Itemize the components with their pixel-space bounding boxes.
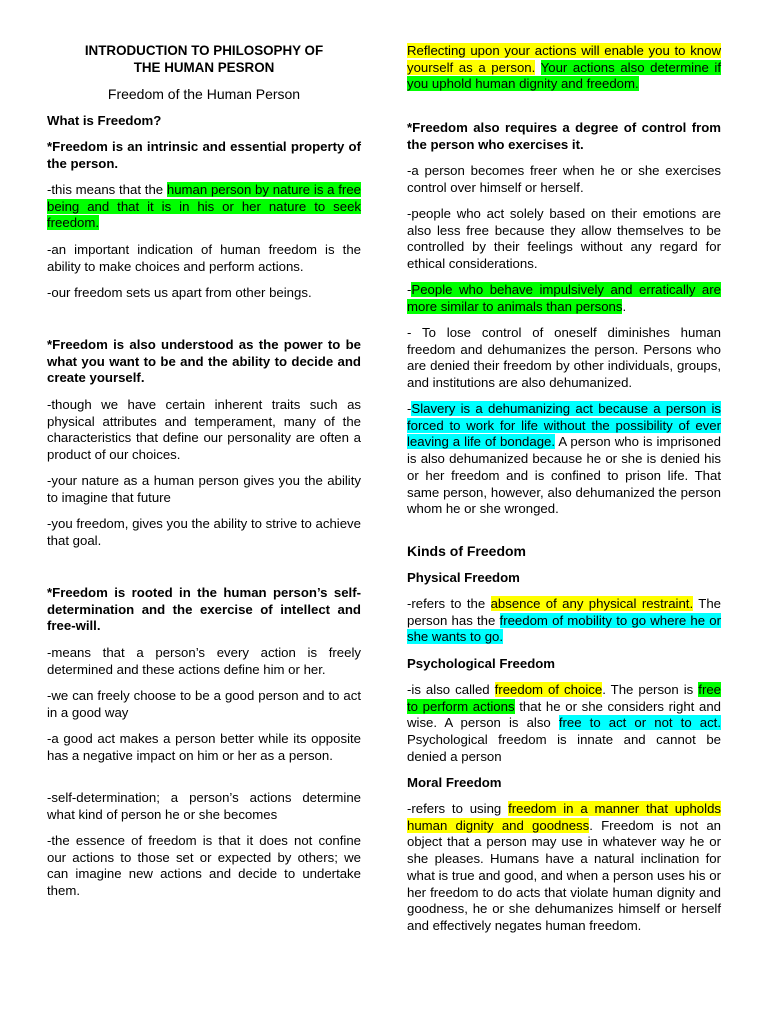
paragraph: -the essence of freedom is that it does not confine our actions to those set or expected by others; we can imagine new actions and decide to undertake them. [47, 833, 361, 899]
text-run: -refers to using [407, 801, 509, 816]
paragraph [407, 282, 721, 315]
paragraph: -a person becomes freer when he or she exercises control over himself or herself. [407, 163, 721, 195]
highlight-yellow: freedom of choice [494, 682, 603, 697]
text-run: . The person is [602, 682, 699, 697]
highlight-yellow: absence of any physical restraint. [490, 596, 694, 611]
section-heading-self-determination: *Freedom is rooted in the human person’s self-determination and the exercise of intellect and free-will. [47, 585, 361, 634]
highlight-green: free to perform actions [407, 682, 722, 714]
subheading-psychological: Psychological Freedom [407, 656, 556, 671]
text-run: . [622, 298, 627, 314]
paragraph: -though we have certain inherent traits such as physical attributes and temperament, many of the characteristics that define our personality are often a product of our choices. [47, 397, 361, 463]
text-run: . Freedom is not an object that a person may use in whatever way he or she pleases. Humans have a natural inclination for what is true and good, and when a person uses his or her freedom to do acts that violate human dignity and goodness, he or she dehumanizes himself or herself and effectively negates human freedom. [407, 817, 721, 933]
paragraph: -people who act solely based on their emotions are also less free because they allow themselves to be controlled by their feelings without any regard for ethical considerations. [407, 206, 721, 272]
section-heading-control: *Freedom also requires a degree of control from the person who exercises it. [407, 120, 721, 152]
text-run: -is also called [407, 682, 495, 697]
paragraph [407, 401, 721, 518]
subheading-moral: Moral Freedom [407, 775, 502, 790]
paragraph: -an important indication of human freedom is the ability to make choices and perform actions. [47, 242, 361, 274]
text-run: - [407, 401, 412, 416]
highlight-yellow: Reflecting upon your actions will enable you to know yourself as a person. [407, 43, 721, 75]
text-run: -refers to the [407, 596, 491, 611]
highlight-cyan: freedom of mobility to go where he or she wants to go. [407, 612, 721, 645]
highlight-green: Your actions also determine if you uphold human dignity and freedom. [407, 59, 721, 92]
highlight-green: human person by nature is a free being and that it is in his or her nature to seek freedom. [47, 182, 361, 231]
page-title [47, 43, 361, 76]
question-heading: What is Freedom? [47, 113, 162, 128]
paragraph [407, 43, 721, 93]
paragraph: -you freedom, gives you the ability to strive to achieve that goal. [47, 516, 361, 548]
paragraph [407, 682, 721, 766]
section-heading-intrinsic: *Freedom is an intrinsic and essential property of the person. [47, 139, 361, 171]
paragraph: -self-determination; a person’s actions determine what kind of person he or she becomes [47, 790, 361, 822]
text-run: Psychological freedom is innate and cannot be denied a person [407, 732, 721, 764]
paragraph: -your nature as a human person gives you the ability to imagine that future [47, 473, 361, 505]
paragraph: -means that a person’s every action is freely determined and these actions define him or her. [47, 645, 361, 677]
highlight-cyan: Slavery is a dehumanizing act because a person is forced to work for life without the possibility of ever leaving a life of bondage. [407, 401, 721, 450]
paragraph: -a good act makes a person better while its opposite has a negative impact on him or her as a person. [47, 731, 361, 763]
paragraph: -our freedom sets us apart from other beings. [47, 285, 312, 300]
paragraph [407, 596, 721, 646]
title-line-2: THE HUMAN PESRON [133, 59, 275, 75]
text-run: - [407, 282, 412, 297]
highlight-green: People who behave impulsively and erratically are more similar to animals than persons [407, 282, 721, 314]
text-run: The person has the [407, 596, 721, 628]
highlight-yellow: freedom in a manner that upholds human dignity and goodness [407, 801, 721, 833]
paragraph: -we can freely choose to be a good person and to act in a good way [47, 688, 361, 720]
highlight-cyan: free to act or not to act. [558, 715, 721, 731]
kinds-heading: Kinds of Freedom [407, 543, 527, 559]
paragraph [407, 801, 721, 935]
paragraph: - To lose control of oneself diminishes human freedom and dehumanizes the person. Persons who are denied their freedom by other individuals, groups, and institutions are also dehumanized. [407, 325, 721, 391]
section-heading-power: *Freedom is also understood as the power to be what you want to be and the ability to decide and create yourself. [47, 337, 361, 386]
page-subtitle: Freedom of the Human Person [107, 86, 301, 102]
title-line-1: INTRODUCTION TO PHILOSOPHY OF [84, 43, 324, 58]
paragraph [47, 182, 361, 232]
text-run: A person who is imprisoned is also dehumanized because he or she is denied his or her freedom and is confined to prison life. That same person, however, also dehumanized the person whom he or she wronged. [407, 434, 721, 517]
text-run: -this means that the [47, 182, 167, 197]
text-run: that he or she considers right and wise. A person is also [407, 698, 721, 731]
subheading-physical: Physical Freedom [407, 570, 520, 585]
